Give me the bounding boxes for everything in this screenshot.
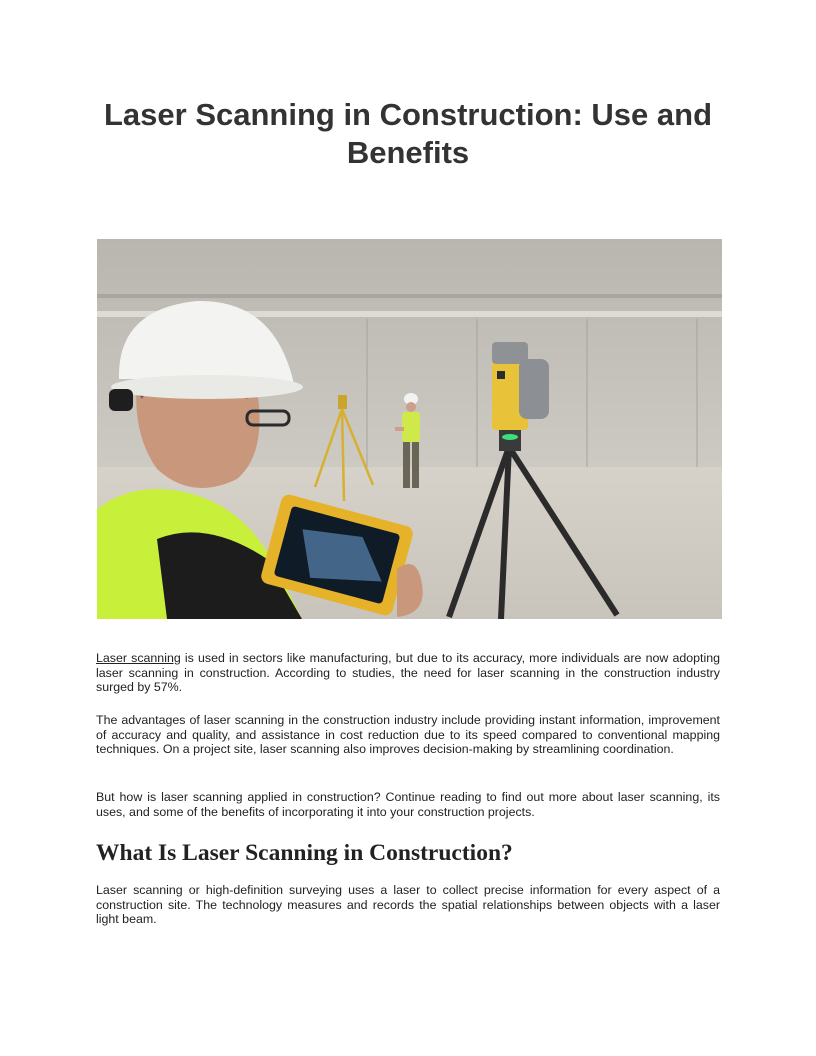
hero-photo: [97, 239, 722, 619]
question-paragraph: But how is laser scanning applied in construction? Continue reading to find out more about laser scanning, its uses, and some of the benefits of incorporating it into your construction projects.: [96, 790, 720, 819]
section-heading: What Is Laser Scanning in Construction?: [96, 840, 513, 866]
page-title: Laser Scanning in Construction: Use and Benefits: [103, 97, 713, 170]
advantages-paragraph: The advantages of laser scanning in the construction industry include providing instant information, improvement of accuracy and quality, and assistance in cost reduction due to its speed compared to conventional mapping techniques. On a project site, laser scanning also improves decision-making by streamlining coordination.: [96, 713, 720, 757]
laser-scanning-link[interactable]: Laser scanning: [96, 651, 181, 665]
definition-paragraph: Laser scanning or high-definition surveying uses a laser to collect precise information for every aspect of a construction site. The technology measures and records the spatial relationships between objects with a laser light beam.: [96, 883, 720, 927]
intro-paragraph: [96, 651, 720, 695]
intro-text: is used in sectors like manufacturing, but due to its accuracy, more individuals are now adopting laser scanning in construction. According to studies, the need for laser scanning in the construction industry surged by 57%.: [96, 651, 720, 695]
